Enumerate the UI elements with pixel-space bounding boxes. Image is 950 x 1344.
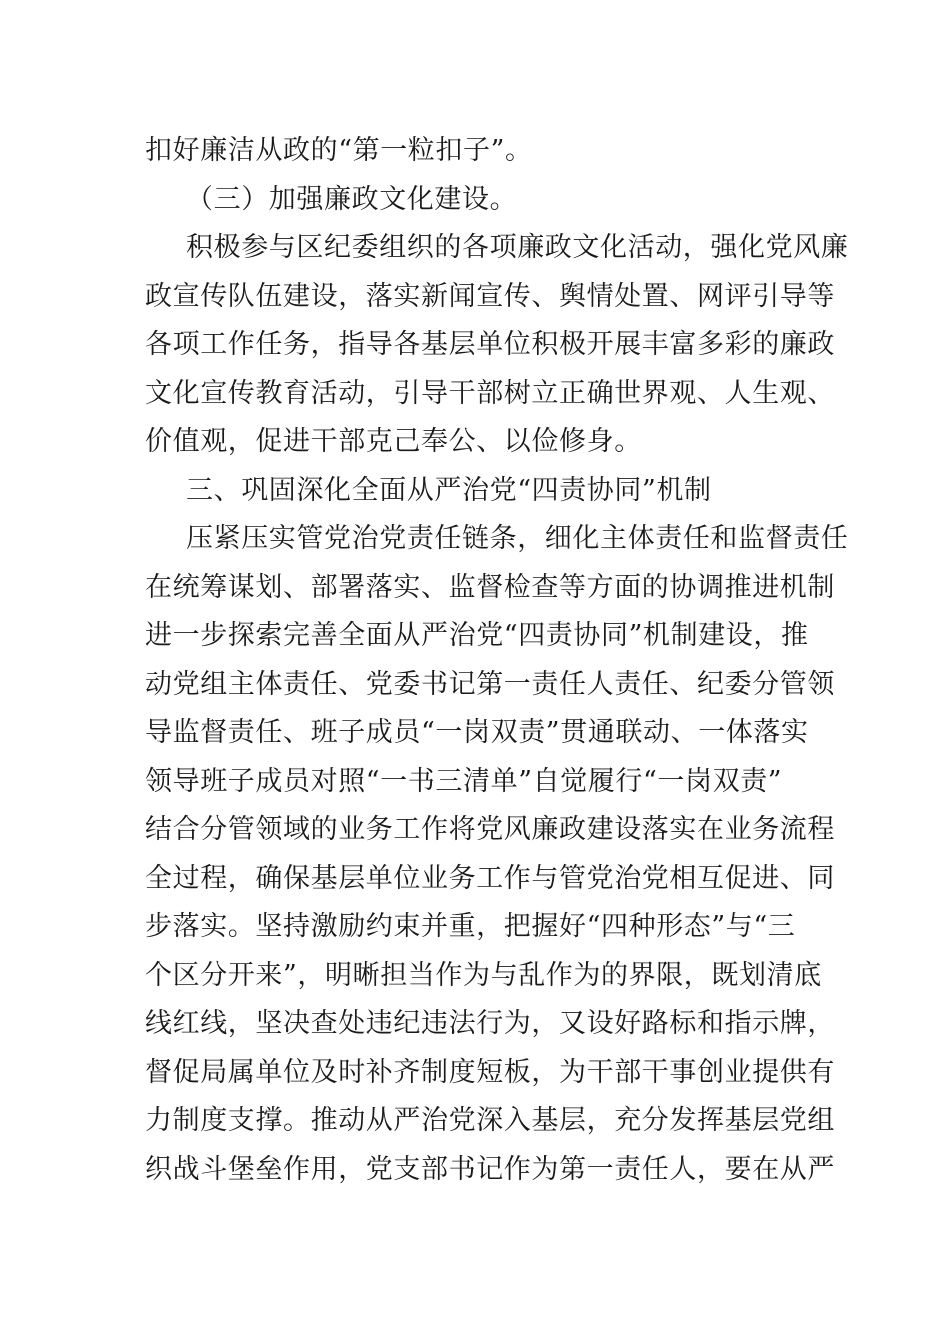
paragraph-line: 政宣传队伍建设，落实新闻宣传、舆情处置、网评引导等 <box>145 280 835 312</box>
paragraph-line: 在统筹谋划、部署落实、监督检查等方面的协调推进机制 <box>145 571 835 603</box>
subsection-heading: （三）加强廉政文化建设。 <box>186 183 518 215</box>
paragraph-line: 结合分管领域的业务工作将党风廉政建设落实在业务流程 <box>145 814 835 845</box>
paragraph-line: 积极参与区纪委组织的各项廉政文化活动，强化党风廉 <box>186 232 849 263</box>
paragraph-line: 压紧压实管党治党责任链条，细化主体责任和监督责任 <box>186 523 849 554</box>
paragraph-line: 个区分开来”，明晰担当作为与乱作为的界限，既划清底 <box>145 959 822 991</box>
paragraph-line: 织战斗堡垒作用，党支部书记作为第一责任人，要在从严 <box>145 1153 835 1185</box>
paragraph-line: 督促局属单位及时补齐制度短板，为干部干事创业提供有 <box>145 1056 835 1088</box>
paragraph-line: 各项工作任务，指导各基层单位积极开展丰富多彩的廉政 <box>145 329 835 360</box>
paragraph-line: 力制度支撑。推动从严治党深入基层，充分发挥基层党组 <box>145 1105 835 1136</box>
paragraph-line: 步落实。坚持激励约束并重，把握好“四种形态”与“三 <box>145 911 796 942</box>
paragraph-line: 领导班子成员对照“一书三清单”自觉履行“一岗双责” <box>145 765 783 797</box>
paragraph-line: 动党组主体责任、党委书记第一责任人责任、纪委分管领 <box>145 668 835 700</box>
paragraph-line: 全过程，确保基层单位业务工作与管党治党相互促进、同 <box>145 862 835 894</box>
document-body <box>145 127 849 1194</box>
paragraph-line: 扣好廉洁从政的“第一粒扣子”。 <box>145 135 533 166</box>
paragraph-line: 导监督责任、班子成员“一岗双责”贯通联动、一体落实 <box>145 717 809 748</box>
paragraph-line: 进一步探索完善全面从严治党“四责协同”机制建设，推 <box>145 620 809 651</box>
paragraph-line: 价值观，促进干部克己奉公、以俭修身。 <box>145 426 642 457</box>
paragraph-line: 文化宣传教育活动，引导干部树立正确世界观、人生观、 <box>145 377 835 409</box>
section-heading: 三、巩固深化全面从严治党“四责协同”机制 <box>186 474 712 506</box>
paragraph-line: 线红线，坚决查处违纪违法行为，又设好路标和指示牌， <box>145 1008 835 1039</box>
